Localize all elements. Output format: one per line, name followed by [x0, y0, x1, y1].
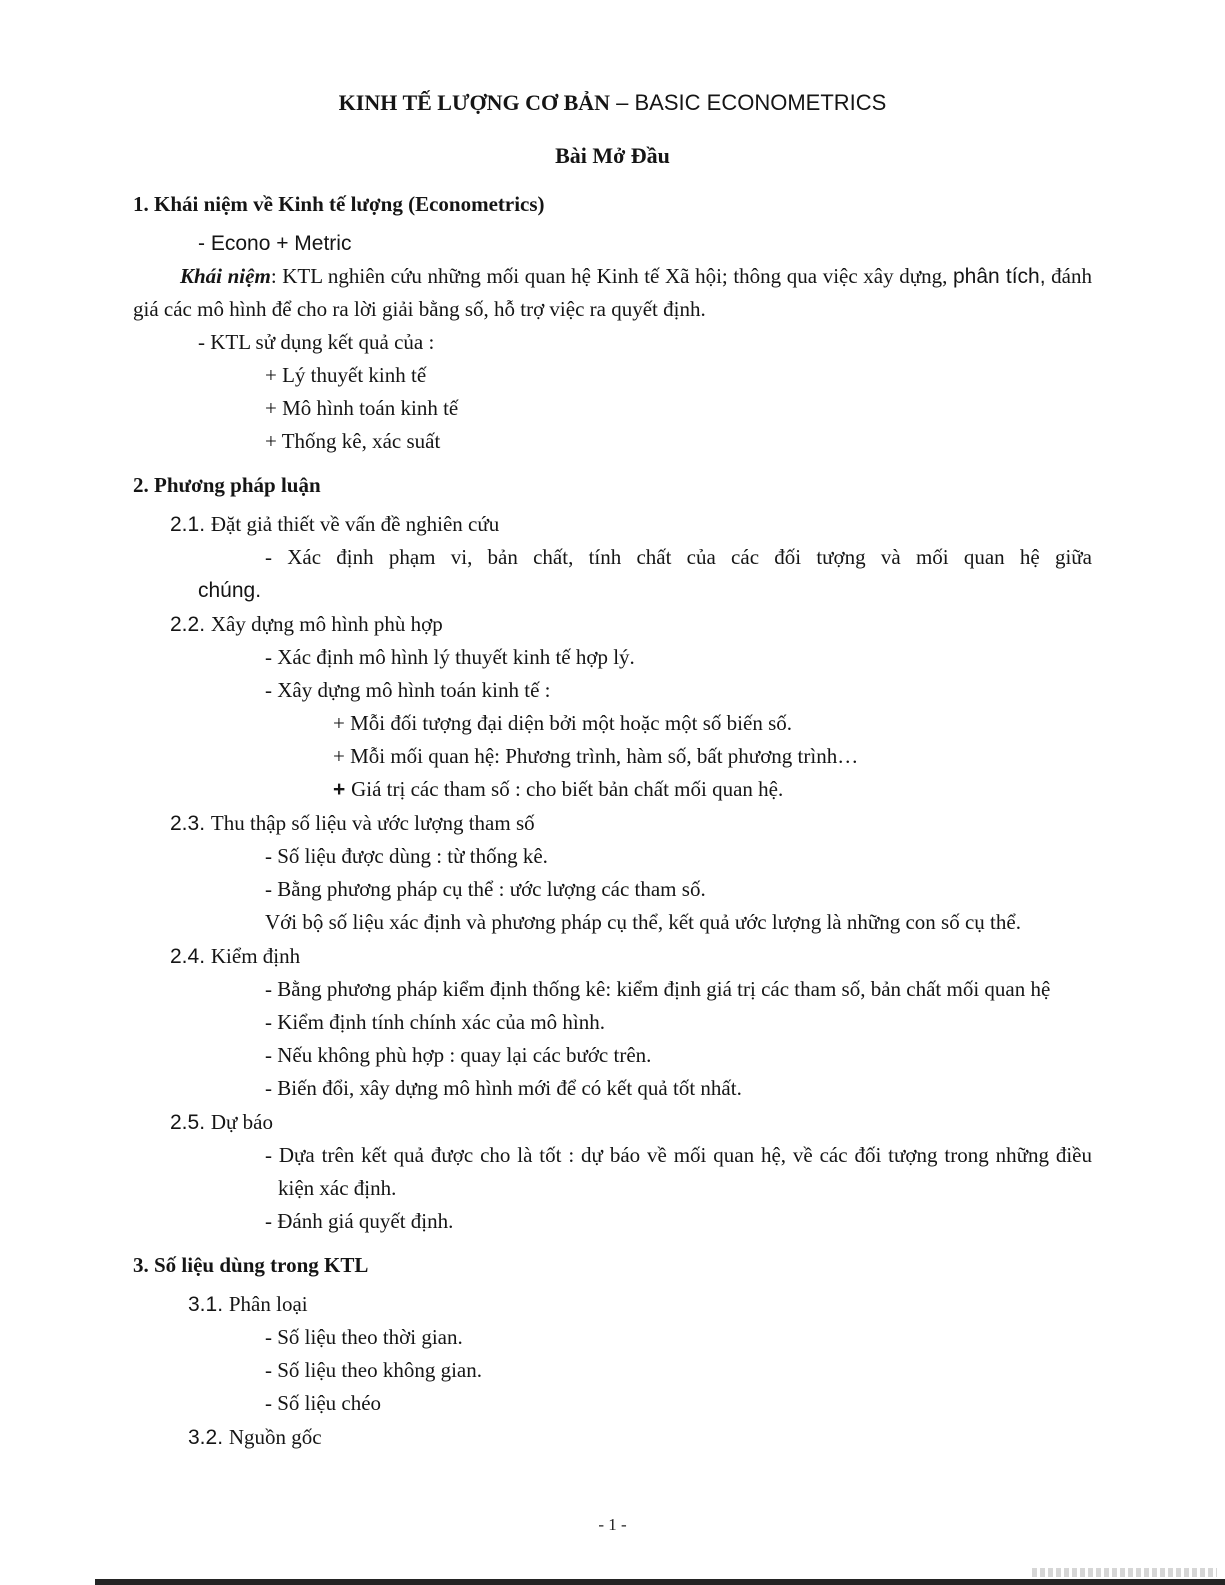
text-run: đánh giá các mô hình để cho ra lời giải bằng số, hỗ trợ việc ra quyết định.: [133, 264, 1092, 321]
paragraph: - Dựa trên kết quả được cho là tốt : dự báo về mối quan hệ, về các đối tượng trong những điều kiện xác định.: [265, 1143, 1092, 1200]
list-item-dash: - Số liệu theo thời gian.: [265, 1325, 463, 1349]
list-item-dash: - Xác định mô hình lý thuyết kinh tế hợp lý.: [265, 645, 635, 669]
title-english: – BASIC ECONOMETRICS: [610, 90, 887, 115]
list-item-plus: + Lý thuyết kinh tế: [265, 363, 427, 387]
section-heading: 1. Khái niệm về Kinh tế lượng (Econometrics): [133, 192, 545, 216]
text-run: 2.1.: [170, 513, 211, 536]
text-run: Dự báo: [210, 1110, 273, 1134]
document-body: [133, 188, 1092, 1454]
list-item-dash: - Đánh giá quyết định.: [265, 1209, 454, 1233]
paragraph: Với bộ số liệu xác định và phương pháp cụ thể, kết quả ước lượng là những con số cụ thể.: [265, 910, 1021, 934]
text-run: 3.1.: [188, 1293, 229, 1316]
list-item-dash: - Nếu không phù hợp : quay lại các bước trên.: [265, 1043, 652, 1067]
text-run: Nguồn gốc: [228, 1425, 322, 1449]
text-run: Thu thập số liệu và ước lượng tham số: [210, 811, 535, 835]
document-content: [133, 86, 1092, 1454]
list-item-dash: - Số liệu theo không gian.: [265, 1358, 482, 1382]
text-run: +: [333, 778, 352, 801]
text-run: phân tích,: [952, 265, 1046, 288]
document-subtitle: Bài Mở Đầu: [555, 143, 670, 168]
section-heading: 3. Số liệu dùng trong KTL: [133, 1253, 369, 1277]
text-run: 2.4.: [170, 945, 211, 968]
text-run: Kiểm định: [210, 944, 301, 968]
text-run: 2.5.: [170, 1111, 211, 1134]
subsection-heading: [170, 1106, 1092, 1139]
list-item-plus: + Thống kê, xác suất: [265, 429, 441, 453]
list-item-dash: - Kiểm định tính chính xác của mô hình.: [265, 1010, 606, 1034]
scan-edge-artifact: [95, 1579, 1225, 1585]
subsection-heading: [188, 1288, 1092, 1321]
text-run: 3.2.: [188, 1426, 229, 1449]
scan-noise-artifact: [1032, 1568, 1217, 1577]
document-title: [133, 86, 1092, 119]
text-line: - Econo + Metric: [198, 232, 352, 255]
text-run: Xây dựng mô hình phù hợp: [210, 612, 443, 636]
list-item-dash: - Xây dựng mô hình toán kinh tế :: [265, 678, 551, 702]
text-run: : KTL nghiên cứu những mối quan hệ Kinh tế Xã hội; thông qua việc xây dựng,: [270, 264, 953, 288]
text-run: Giá trị các tham số : cho biết bản chất mối quan hệ.: [351, 777, 784, 801]
text-run: Phân loại: [228, 1292, 308, 1316]
list-item-dash: - Xác định phạm vi, bản chất, tính chất của các đối tượng và mối quan hệ giữa: [265, 545, 1092, 569]
text-run: Khái niệm: [180, 264, 271, 288]
paragraph: - Bằng phương pháp kiểm định thống kê: kiểm định giá trị các tham số, bản chất mối quan hệ: [265, 977, 1051, 1001]
subsection-heading: [170, 940, 1092, 973]
title-vietnamese: KINH TẾ LƯỢNG CƠ BẢN: [338, 90, 611, 115]
text-run: 2.3.: [170, 812, 211, 835]
list-item-plus: [333, 773, 1092, 806]
list-item-plus: + Mô hình toán kinh tế: [265, 396, 459, 420]
list-item-dash: - Số liệu được dùng : từ thống kê.: [265, 844, 548, 868]
subsection-heading: [188, 1421, 1092, 1454]
paragraph: [133, 260, 1092, 326]
list-item-dash: - Bằng phương pháp cụ thể : ước lượng các tham số.: [265, 877, 706, 901]
list-item-dash: - KTL sử dụng kết quả của :: [198, 330, 435, 354]
subsection-heading: [170, 807, 1092, 840]
list-item-plus: + Mỗi mối quan hệ: Phương trình, hàm số, bất phương trình…: [333, 744, 859, 768]
list-item-dash: - Biến đổi, xây dựng mô hình mới để có kết quả tốt nhất.: [265, 1076, 742, 1100]
subsection-heading: [170, 508, 1092, 541]
text-line: chúng.: [198, 579, 262, 602]
text-run: 2.2.: [170, 613, 211, 636]
list-item-plus: + Mỗi đối tượng đại diện bởi một hoặc một số biến số.: [333, 711, 792, 735]
text-run: Đặt giả thiết về vấn đề nghiên cứu: [210, 512, 500, 536]
list-item-dash: - Số liệu chéo: [265, 1391, 382, 1415]
subsection-heading: [170, 608, 1092, 641]
page-number: - 1 -: [598, 1515, 627, 1534]
section-heading: 2. Phương pháp luận: [133, 473, 321, 497]
